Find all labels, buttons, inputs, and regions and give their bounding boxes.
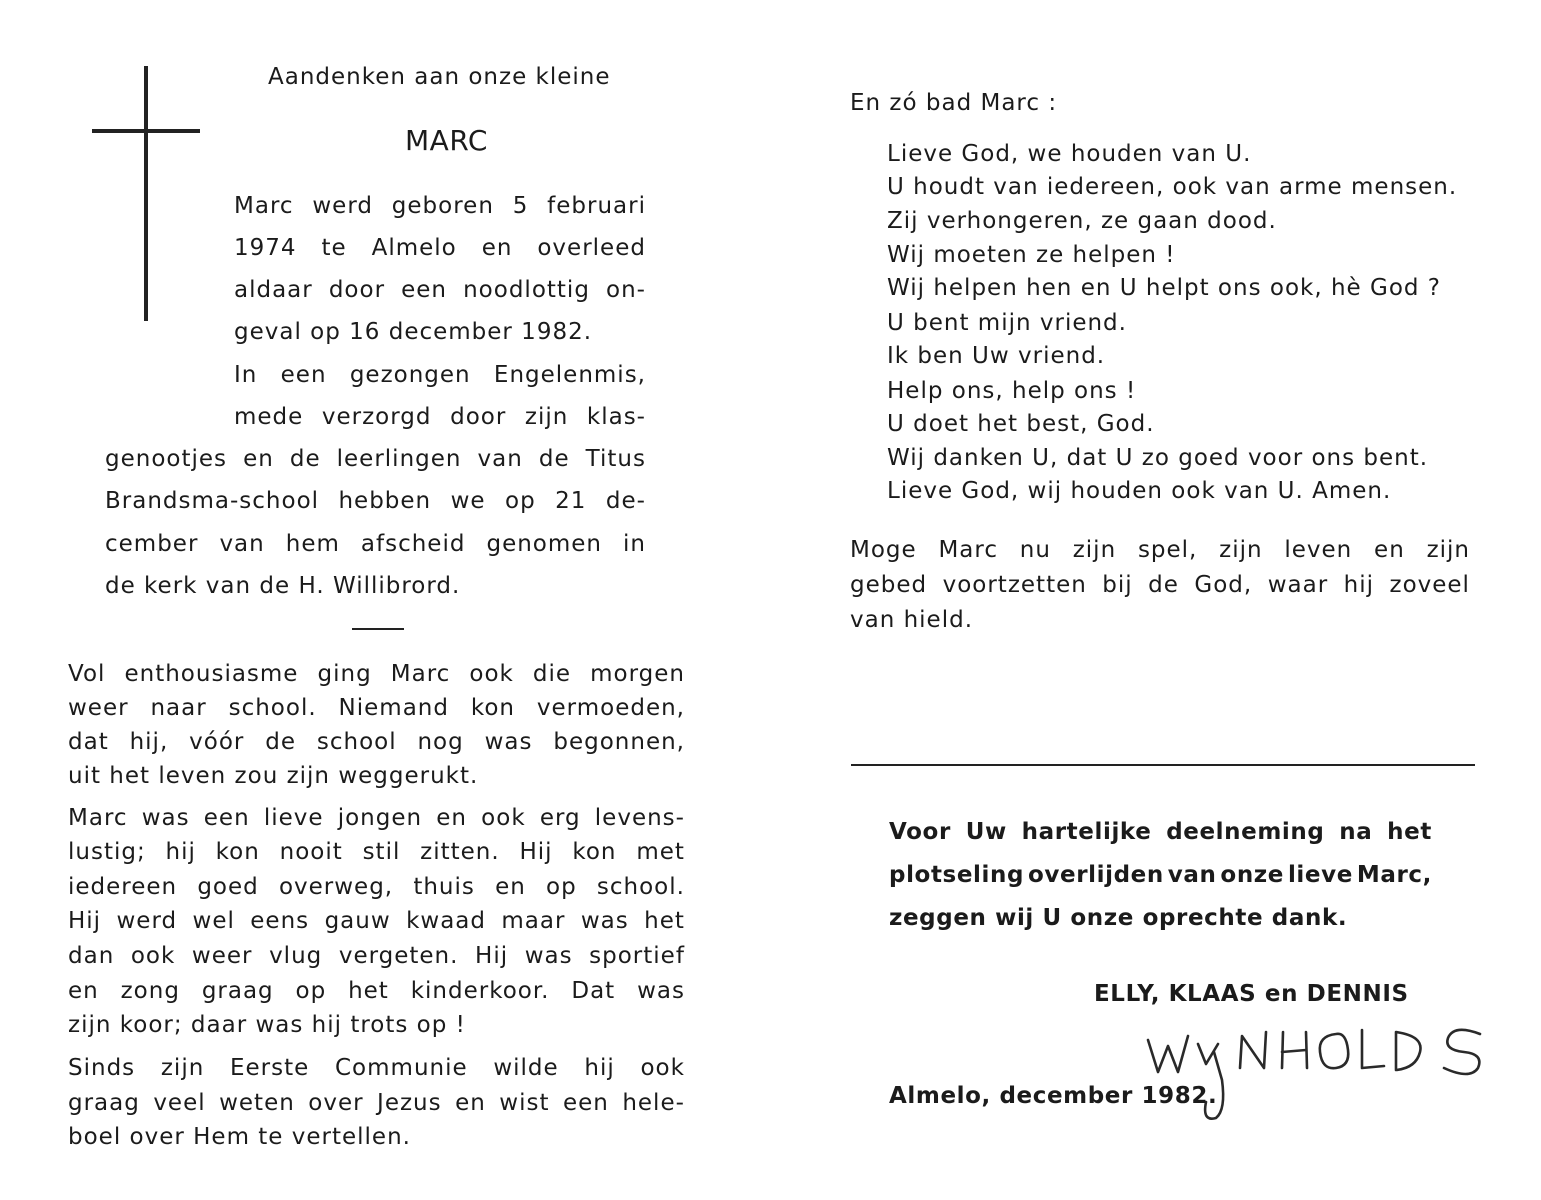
word: hij, [129, 729, 169, 755]
word: zijn [1219, 537, 1263, 563]
word: school. [596, 874, 685, 900]
word: gezongen [349, 362, 471, 388]
word: het [1387, 819, 1432, 845]
word: dan [68, 943, 115, 969]
word: morgen [590, 661, 685, 687]
word: Brandsma-school [105, 488, 320, 514]
word: Marc [938, 537, 998, 563]
text-line: zijn koor; daar was hij trots op ! [68, 1012, 466, 1038]
word: en [481, 235, 513, 261]
word: Dat [571, 978, 616, 1004]
prayer-line: Ik ben Uw vriend. [887, 343, 1106, 369]
word: het [348, 978, 389, 1004]
word: hij [1343, 572, 1375, 598]
word: vermoeden, [536, 695, 685, 721]
word: Eerste [230, 1055, 310, 1081]
word: aldaar [234, 277, 313, 303]
word: van [219, 531, 265, 557]
word: met [636, 839, 685, 865]
word: van [1167, 862, 1217, 888]
word: eens [250, 908, 310, 934]
word: en [1374, 537, 1405, 563]
text-line: boel over Hem te vertellen. [68, 1124, 411, 1150]
word: spel, [1137, 537, 1198, 563]
word: een [401, 277, 448, 303]
word: kinderkoor. [410, 978, 550, 1004]
word: zong [120, 978, 180, 1004]
word: was [484, 729, 533, 755]
text-line [68, 805, 685, 831]
closing-line: van hield. [850, 607, 974, 633]
word: 5 [512, 193, 529, 219]
text-line [68, 1055, 685, 1081]
family-names: ELLY, KLAAS en DENNIS [1094, 981, 1409, 1007]
word: het [644, 908, 685, 934]
bio-line [105, 531, 646, 557]
word: een [562, 1090, 609, 1116]
word: genomen [486, 531, 602, 557]
word: zitten. [420, 839, 500, 865]
word: wel [192, 908, 235, 934]
word: ook [481, 805, 526, 831]
bio-line [105, 446, 646, 472]
word: kon [215, 839, 260, 865]
word: van [477, 446, 523, 472]
word: enthousiasme [124, 661, 299, 687]
word: werd [116, 908, 178, 934]
word: Sinds [68, 1055, 136, 1081]
bio-line: geval op 16 december 1982. [234, 319, 593, 345]
word: Engelenmis, [493, 362, 646, 388]
word: bij [1102, 572, 1133, 598]
word: 21 [555, 488, 587, 514]
word: Hij [519, 839, 553, 865]
word: maar [501, 908, 566, 934]
cross-icon-horizontal [92, 129, 200, 133]
word: noodlottig [463, 277, 590, 303]
bio-line [234, 404, 646, 430]
word: weten [219, 1090, 295, 1116]
word: was [637, 978, 685, 1004]
word: nu [1019, 537, 1051, 563]
prayer-line: Zij verhongeren, ze gaan dood. [887, 208, 1277, 234]
place-and-date: Almelo, december 1982. [889, 1083, 1218, 1109]
text-line [68, 978, 685, 1004]
text-line [68, 839, 685, 865]
word: ging [317, 661, 372, 687]
word: op [546, 874, 577, 900]
bio-line [234, 235, 646, 261]
word: Voor [889, 819, 951, 845]
word: februari [547, 193, 646, 219]
word: school. [228, 695, 317, 721]
word: de [265, 729, 296, 755]
word: gebed [850, 572, 928, 598]
prayer-line: U doet het best, God. [887, 411, 1155, 437]
word: en [436, 805, 467, 831]
word: ook [640, 1055, 685, 1081]
word: kon [470, 695, 516, 721]
word: klas- [586, 404, 646, 430]
word: vlug [269, 943, 323, 969]
word: sportief [589, 943, 685, 969]
word: we [450, 488, 486, 514]
word: zijn [524, 404, 569, 430]
word: hartelijke [1021, 819, 1152, 845]
closing-line [850, 537, 1470, 563]
text-line [68, 729, 685, 755]
bio-line [234, 277, 646, 303]
prayer-intro: En zó bad Marc : [850, 90, 1058, 116]
word: waar [1267, 572, 1329, 598]
word: voortzetten [942, 572, 1087, 598]
word: op [505, 488, 536, 514]
word: erg [539, 805, 581, 831]
word: zoveel [1389, 572, 1470, 598]
text-line [68, 943, 685, 969]
word: Marc [390, 661, 451, 687]
word: de [538, 446, 570, 472]
word: Vol [68, 661, 106, 687]
handwritten-signature [1140, 1010, 1500, 1130]
word: de [289, 446, 321, 472]
word: cember [105, 531, 199, 557]
thanks-line [889, 862, 1432, 888]
word: werd [312, 193, 373, 219]
word: een [203, 805, 250, 831]
word: leerlingen [336, 446, 462, 472]
word: hij [584, 1055, 615, 1081]
cross-icon-vertical [144, 66, 148, 321]
word: graag [201, 978, 274, 1004]
word: Marc [68, 805, 128, 831]
word: naar [150, 695, 207, 721]
word: plotseling [889, 862, 1025, 888]
word: over [308, 1090, 364, 1116]
word: nooit [279, 839, 343, 865]
word: lieve [263, 805, 324, 831]
word: iedereen [68, 874, 178, 900]
thanks-line: zeggen wij U onze oprechte dank. [889, 905, 1348, 931]
word: lieve [1287, 862, 1353, 888]
word: een [280, 362, 327, 388]
text-line [68, 874, 685, 900]
text-line [68, 661, 685, 687]
deceased-name: MARC [405, 124, 488, 157]
long-divider [851, 764, 1475, 766]
text-line [68, 695, 685, 721]
word: nog [417, 729, 464, 755]
prayer-line: Lieve God, we houden van U. [887, 141, 1252, 167]
word: onze [1220, 862, 1284, 888]
word: weer [191, 943, 253, 969]
text-line: uit het leven zou zijn weggerukt. [68, 763, 479, 789]
word: door [328, 277, 386, 303]
word: overlijden [1028, 862, 1164, 888]
word: Marc [234, 193, 294, 219]
word: hem [285, 531, 340, 557]
word: in [623, 531, 646, 557]
word: school [316, 729, 397, 755]
word: jongen [337, 805, 423, 831]
text-line [68, 1090, 685, 1116]
word: ook [130, 943, 176, 969]
word: door [450, 404, 507, 430]
word: de- [605, 488, 646, 514]
word: stil [362, 839, 401, 865]
word: op [295, 978, 327, 1004]
word: goed [197, 874, 259, 900]
word: overleed [537, 235, 646, 261]
word: graag [68, 1090, 140, 1116]
word: na [1339, 819, 1373, 845]
memorial-heading: Aandenken aan onze kleine [268, 64, 611, 90]
word: Jezus [377, 1090, 442, 1116]
word: hij [165, 839, 196, 865]
word: zijn [160, 1055, 205, 1081]
word: Niemand [338, 695, 449, 721]
word: ook [469, 661, 514, 687]
word: Hij [68, 908, 102, 934]
word: mede [234, 404, 304, 430]
word: overweg, [278, 874, 394, 900]
word: Marc, [1356, 862, 1432, 888]
word: weer [68, 695, 129, 721]
word: lustig; [68, 839, 146, 865]
word: veel [153, 1090, 206, 1116]
prayer-line: Wij danken U, dat U zo goed voor ons bent. [887, 445, 1429, 471]
word: was [524, 943, 573, 969]
prayer-line: Help ons, help ons ! [887, 378, 1137, 404]
word: dat [68, 729, 109, 755]
word: Hij [475, 943, 509, 969]
word: Communie [335, 1055, 468, 1081]
prayer-line: Lieve God, wij houden ook van U. Amen. [887, 478, 1392, 504]
word: en [495, 874, 526, 900]
word: Moge [850, 537, 917, 563]
word: wilde [493, 1055, 559, 1081]
word: hebben [338, 488, 432, 514]
word: geboren [391, 193, 494, 219]
word: en [455, 1090, 486, 1116]
word: was [141, 805, 190, 831]
text-line [68, 908, 685, 934]
word: was [580, 908, 629, 934]
word: en [243, 446, 274, 472]
word: afscheid [360, 531, 466, 557]
bio-line [234, 362, 646, 388]
word: zijn [1072, 537, 1117, 563]
bio-line [234, 193, 646, 219]
word: begonnen, [553, 729, 685, 755]
word: vergeten. [338, 943, 459, 969]
word: kwaad [406, 908, 486, 934]
word: gauw [324, 908, 391, 934]
word: Uw [965, 819, 1007, 845]
word: zijn [1426, 537, 1470, 563]
bio-line [105, 488, 646, 514]
word: thuis [413, 874, 475, 900]
word: God, [1194, 572, 1253, 598]
bio-line: de kerk van de H. Willibrord. [105, 573, 461, 599]
word: en [68, 978, 99, 1004]
word: hele- [622, 1090, 685, 1116]
prayer-line: U bent mijn vriend. [887, 310, 1127, 336]
word: genootjes [105, 446, 228, 472]
word: leven [1284, 537, 1353, 563]
word: Almelo [371, 235, 457, 261]
word: vóór [189, 729, 245, 755]
word: deelneming [1166, 819, 1325, 845]
word: In [234, 362, 258, 388]
prayer-line: Wij moeten ze helpen ! [887, 242, 1176, 268]
word: levens- [594, 805, 685, 831]
word: Titus [585, 446, 646, 472]
short-divider [352, 628, 404, 630]
word: wist [499, 1090, 550, 1116]
word: on- [606, 277, 646, 303]
word: die [532, 661, 572, 687]
word: verzorgd [321, 404, 432, 430]
closing-line [850, 572, 1470, 598]
word: kon [572, 839, 617, 865]
prayer-line: U houdt van iedereen, ook van arme mensen. [887, 174, 1458, 200]
thanks-line [889, 819, 1432, 845]
word: 1974 [234, 235, 297, 261]
word: te [321, 235, 347, 261]
word: de [1148, 572, 1179, 598]
prayer-line: Wij helpen hen en U helpt ons ook, hè God ? [887, 275, 1442, 301]
